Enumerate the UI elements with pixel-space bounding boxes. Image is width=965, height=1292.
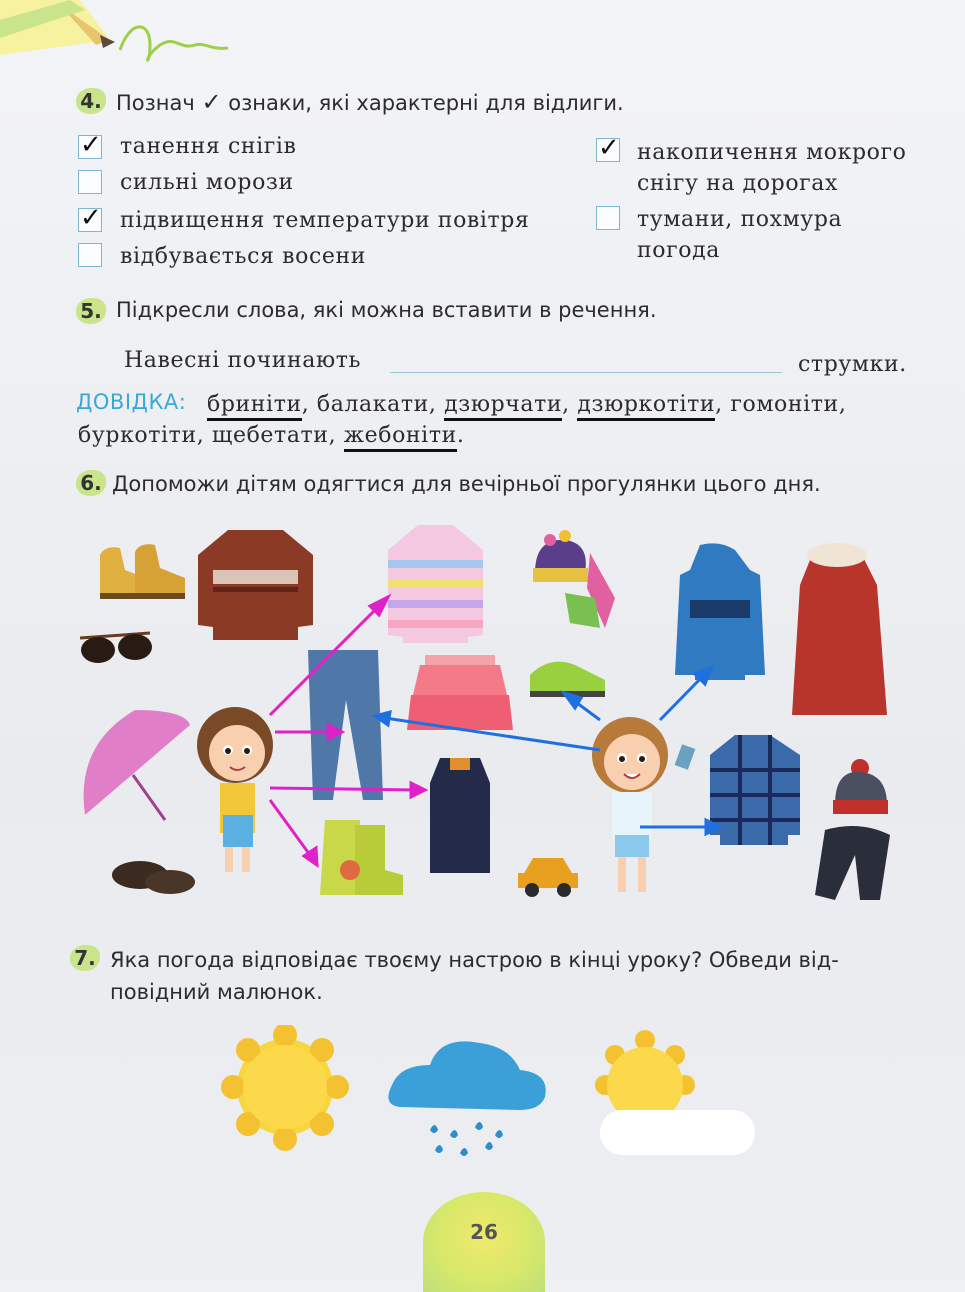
checkbox-severe-frost[interactable] bbox=[78, 170, 102, 194]
blue-jacket-icon bbox=[675, 543, 765, 680]
reference-label: ДОВІДКА: bbox=[76, 390, 187, 414]
hat-and-scarf-icon bbox=[533, 530, 615, 628]
word-dziurchaty[interactable]: дзюрчати bbox=[444, 392, 562, 421]
task-5-instruction: Підкресли слова, які можна вставити в речення. bbox=[116, 298, 657, 322]
separator: , bbox=[328, 423, 337, 448]
option-happens-in-autumn: відбувається восени bbox=[120, 244, 367, 269]
word-burkotity[interactable]: буркотіти bbox=[78, 423, 197, 448]
checkbox-happens-in-autumn[interactable] bbox=[78, 243, 102, 267]
checkbox-fog-cloudy[interactable] bbox=[596, 206, 620, 230]
task-4-number: 4. bbox=[76, 88, 106, 114]
check-mark-icon: ✓ bbox=[80, 203, 102, 233]
task-5-number: 5. bbox=[76, 298, 106, 324]
clothes-illustration bbox=[70, 520, 900, 920]
check-mark-icon: ✓ bbox=[80, 130, 102, 160]
striped-sweater-icon bbox=[388, 525, 483, 643]
word-homonity[interactable]: гомоніти bbox=[730, 392, 839, 417]
boy-icon bbox=[592, 717, 695, 892]
sunglasses-icon bbox=[80, 633, 152, 663]
task-4-prefix: Познач bbox=[116, 91, 195, 115]
check-icon: ✓ bbox=[201, 88, 222, 116]
option-fog-line2: погода bbox=[637, 238, 720, 263]
option-snow-melting: танення снігів bbox=[120, 134, 297, 159]
red-coat-icon bbox=[792, 543, 887, 715]
sun-icon[interactable] bbox=[221, 1025, 349, 1151]
task-6-number: 6. bbox=[76, 470, 106, 496]
boots-icon bbox=[100, 544, 185, 599]
girl-icon bbox=[197, 707, 273, 872]
page-number: 26 bbox=[470, 1220, 498, 1244]
weather-choices bbox=[220, 1025, 760, 1165]
winter-hat-scarf-icon bbox=[815, 759, 890, 900]
word-shchebetaty[interactable]: щебетати bbox=[211, 423, 329, 448]
option-wet-snow-line1: накопичення мокрого bbox=[637, 140, 907, 165]
umbrella-icon bbox=[84, 710, 190, 820]
jeans-icon bbox=[308, 650, 383, 800]
toy-car-icon bbox=[518, 858, 578, 897]
separator: , bbox=[428, 392, 437, 417]
task-6-instruction: Допоможи дітям одягтися для вечірньої прогулянки цього дня. bbox=[112, 472, 821, 496]
task-7-line1: Яка погода відповідає твоєму настрою в кінці уроку? Обведи від- bbox=[110, 948, 839, 972]
sun-behind-cloud-icon[interactable] bbox=[595, 1030, 755, 1155]
rubber-boots-icon bbox=[320, 820, 403, 895]
word-brynity[interactable]: бриніти bbox=[207, 392, 302, 421]
answer-blank-line[interactable] bbox=[390, 372, 782, 373]
separator: , bbox=[715, 392, 723, 417]
separator: , bbox=[301, 392, 310, 417]
checkbox-wet-snow[interactable] bbox=[596, 133, 620, 163]
word-balakaty[interactable]: балакати bbox=[316, 392, 429, 417]
checkbox-temperature-rise[interactable] bbox=[78, 203, 102, 233]
check-mark-icon: ✓ bbox=[598, 133, 620, 163]
separator: , bbox=[562, 392, 570, 417]
brown-sweater-icon bbox=[198, 530, 313, 640]
plaid-shirt-icon bbox=[710, 735, 800, 845]
separator: . bbox=[456, 423, 465, 448]
sneakers-icon bbox=[530, 662, 605, 697]
option-severe-frost: сильні морози bbox=[120, 170, 294, 195]
reference-words-line2 bbox=[78, 423, 464, 448]
reference-words-line1 bbox=[207, 392, 846, 417]
sandals-icon bbox=[112, 861, 195, 894]
word-dziurkotity[interactable]: дзюркотіти bbox=[577, 392, 715, 421]
option-temperature-rise: підвищення температури повітря bbox=[120, 208, 530, 233]
rain-cloud-icon[interactable] bbox=[388, 1041, 545, 1156]
task-4-suffix: ознаки, які характерні для відлиги. bbox=[228, 91, 624, 115]
separator: , bbox=[196, 423, 205, 448]
task-4-instruction bbox=[116, 88, 624, 116]
option-fog-line1: тумани, похмура bbox=[637, 207, 843, 232]
pink-skirt-icon bbox=[407, 655, 513, 730]
sentence-end: струмки. bbox=[798, 352, 907, 377]
task-7-number: 7. bbox=[70, 945, 100, 971]
vest-icon bbox=[430, 758, 490, 873]
sentence-start: Навесні починають bbox=[124, 348, 362, 373]
word-zhebonity[interactable]: жебоніти bbox=[344, 423, 457, 452]
pencil-decoration bbox=[0, 0, 260, 80]
separator: , bbox=[838, 392, 847, 417]
option-wet-snow-line2: снігу на дорогах bbox=[637, 171, 839, 196]
task-7-line2: повідний малюнок. bbox=[110, 980, 323, 1004]
checkbox-snow-melting[interactable] bbox=[78, 130, 102, 160]
page-number-badge bbox=[423, 1192, 545, 1292]
